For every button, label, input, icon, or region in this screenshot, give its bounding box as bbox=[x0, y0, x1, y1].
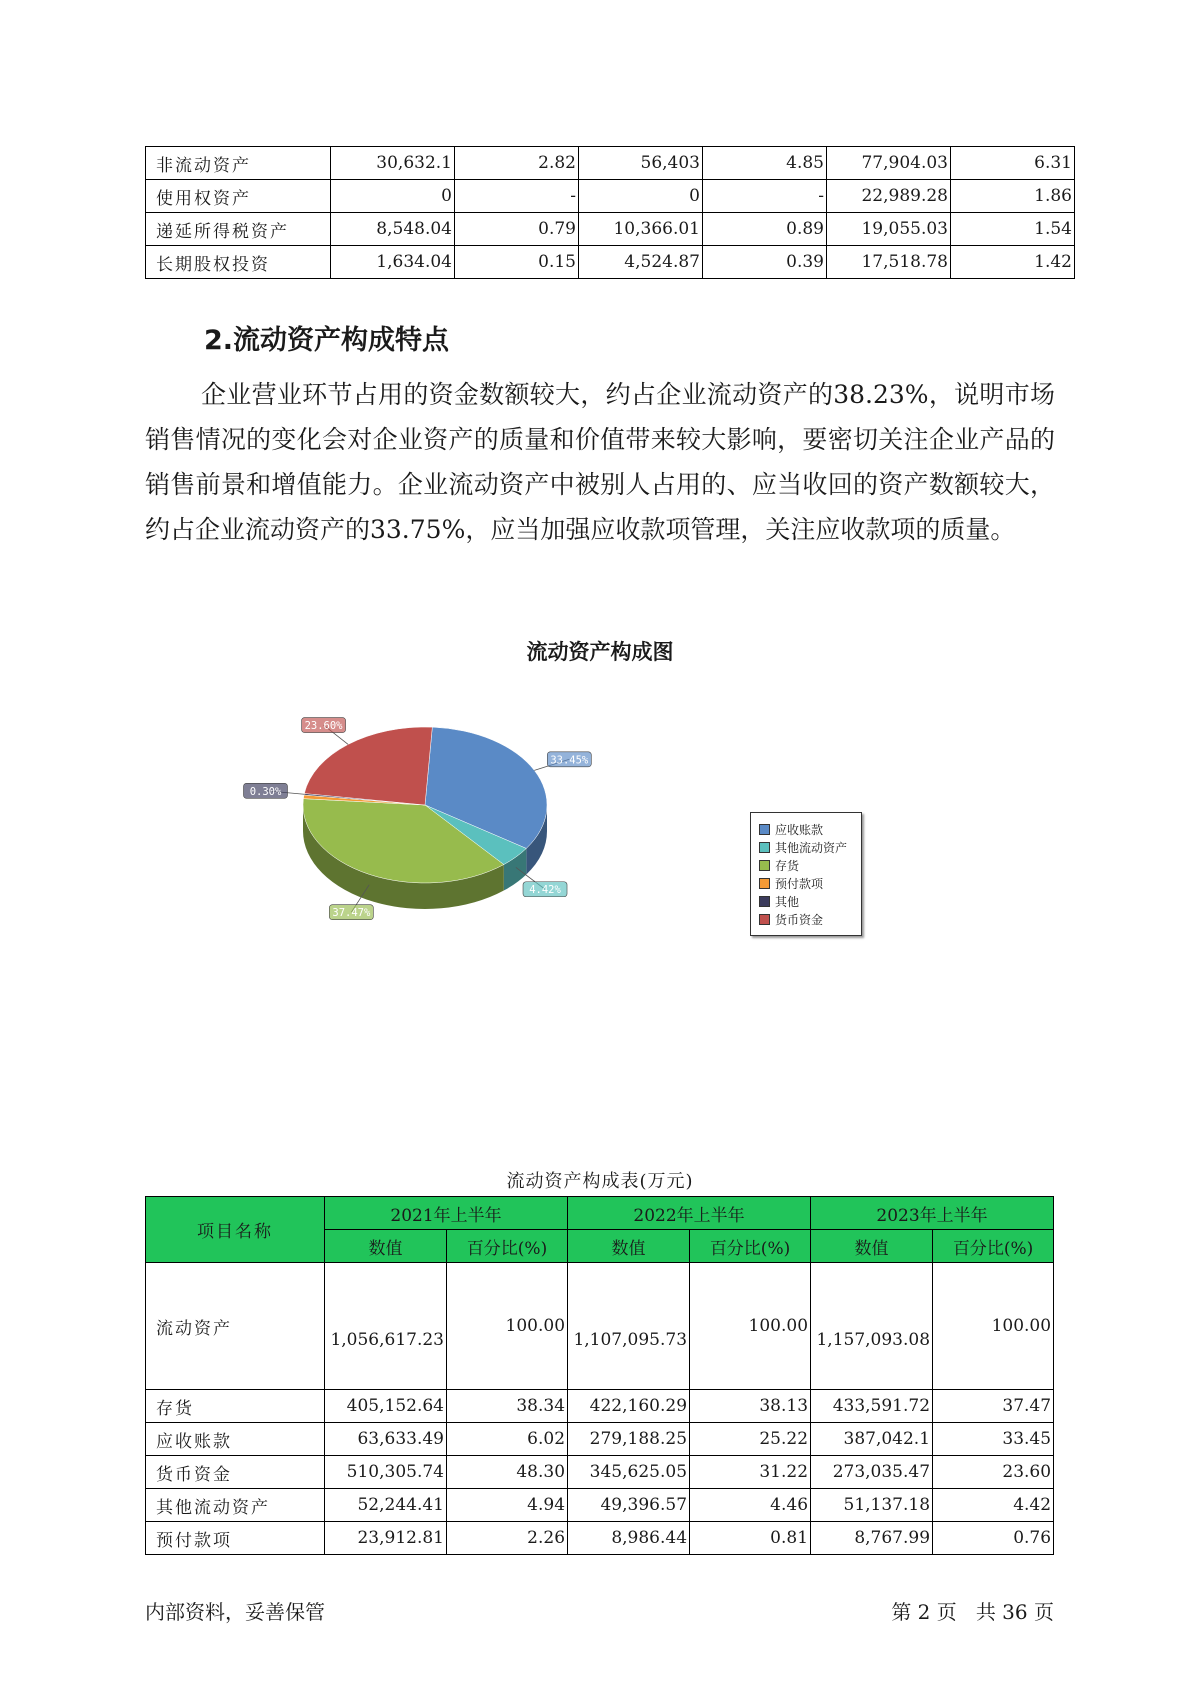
table-row bbox=[146, 147, 1075, 180]
legend-label: 存货 bbox=[775, 858, 800, 873]
row-name: 长期股权投资 bbox=[146, 246, 331, 279]
cell-value: 23,912.81 bbox=[325, 1522, 447, 1555]
cell-value: 30,632.1 bbox=[331, 147, 455, 180]
table-row bbox=[146, 246, 1075, 279]
cell-value: 1,107,095.73 bbox=[568, 1263, 690, 1390]
row-name: 递延所得税资产 bbox=[146, 213, 331, 246]
legend-label: 其他 bbox=[775, 894, 800, 909]
cell-percent: 23.60 bbox=[933, 1456, 1054, 1489]
cell-value: 52,244.41 bbox=[325, 1489, 447, 1522]
table-row bbox=[146, 1423, 1054, 1456]
cell-percent: 31.22 bbox=[690, 1456, 811, 1489]
header-item-name: 项目名称 bbox=[146, 1197, 325, 1263]
table-row bbox=[146, 1456, 1054, 1489]
data-label bbox=[534, 752, 591, 771]
cell-percent: 0.76 bbox=[933, 1522, 1054, 1555]
cell-percent: 33.45 bbox=[933, 1423, 1054, 1456]
cell-percent: 48.30 bbox=[447, 1456, 568, 1489]
table-row bbox=[146, 180, 1075, 213]
data-label bbox=[302, 718, 349, 745]
table-row bbox=[146, 1522, 1054, 1555]
cell-value: 56,403 bbox=[579, 147, 703, 180]
cell-percent: 0.81 bbox=[690, 1522, 811, 1555]
cell-percent: 1.42 bbox=[951, 246, 1075, 279]
chart-legend bbox=[750, 812, 862, 936]
cell-percent: - bbox=[455, 180, 579, 213]
cell-value: 1,056,617.23 bbox=[325, 1263, 447, 1390]
legend-item bbox=[759, 820, 861, 838]
cell-percent: 6.02 bbox=[447, 1423, 568, 1456]
legend-swatch bbox=[759, 842, 770, 853]
cell-percent: 2.82 bbox=[455, 147, 579, 180]
cell-percent: 2.26 bbox=[447, 1522, 568, 1555]
header-percent: 百分比(%) bbox=[933, 1230, 1054, 1263]
header-year: 2021年上半年 bbox=[325, 1197, 568, 1230]
cell-value: 1,634.04 bbox=[331, 246, 455, 279]
table-header-row bbox=[146, 1197, 1054, 1230]
cell-percent: 0.89 bbox=[703, 213, 827, 246]
legend-item bbox=[759, 856, 861, 874]
body-paragraph: 企业营业环节占用的资金数额较大，约占企业流动资产的38.23%，说明市场销售情况的变化会对企业资产的质量和价值带来较大影响，要密切关注企业产品的销售前景和增值能力。企业流动资产中被别人占用的、应当收回的资产数额较大，约占企业流动资产的33.75%，应当加强应收款项管理，关注应收款项的质量。 bbox=[145, 380, 1055, 544]
cell-percent: 4.42 bbox=[933, 1489, 1054, 1522]
legend-item bbox=[759, 838, 861, 856]
footer-confidential-note: 内部资料，妥善保管 bbox=[145, 1600, 325, 1624]
cell-percent: 25.22 bbox=[690, 1423, 811, 1456]
cell-percent: 0.79 bbox=[455, 213, 579, 246]
row-name: 存货 bbox=[146, 1390, 325, 1423]
cell-percent: 100.00 bbox=[933, 1263, 1054, 1390]
cell-value: 422,160.29 bbox=[568, 1390, 690, 1423]
cell-value: 8,767.99 bbox=[811, 1522, 933, 1555]
cell-value: 10,366.01 bbox=[579, 213, 703, 246]
cell-percent: 0.39 bbox=[703, 246, 827, 279]
cell-percent: 0.15 bbox=[455, 246, 579, 279]
table-row bbox=[146, 1390, 1054, 1423]
legend-item bbox=[759, 892, 861, 910]
row-name: 非流动资产 bbox=[146, 147, 331, 180]
header-year: 2022年上半年 bbox=[568, 1197, 811, 1230]
cell-percent: 1.54 bbox=[951, 213, 1075, 246]
cell-value: 77,904.03 bbox=[827, 147, 951, 180]
cell-value: 63,633.49 bbox=[325, 1423, 447, 1456]
row-name: 使用权资产 bbox=[146, 180, 331, 213]
current-assets-table bbox=[145, 1196, 1054, 1555]
cell-value: 345,625.05 bbox=[568, 1456, 690, 1489]
data-label bbox=[244, 783, 305, 798]
cell-value: 4,524.87 bbox=[579, 246, 703, 279]
header-percent: 百分比(%) bbox=[690, 1230, 811, 1263]
row-name: 流动资产 bbox=[146, 1263, 325, 1390]
non-current-assets-table bbox=[145, 146, 1075, 279]
table-row bbox=[146, 1489, 1054, 1522]
chart-title: 流动资产构成图 bbox=[526, 640, 674, 664]
legend-label: 预付款项 bbox=[775, 876, 824, 891]
data-label-text: 0.30% bbox=[249, 785, 282, 798]
row-name: 应收账款 bbox=[146, 1423, 325, 1456]
data-label-text: 33.45% bbox=[550, 754, 589, 767]
legend-item bbox=[759, 874, 861, 892]
legend-label: 其他流动资产 bbox=[775, 840, 848, 855]
cell-value: 387,042.1 bbox=[811, 1423, 933, 1456]
header-percent: 百分比(%) bbox=[447, 1230, 568, 1263]
legend-swatch bbox=[759, 878, 770, 889]
header-value: 数值 bbox=[325, 1230, 447, 1263]
table-caption: 流动资产构成表(万元) bbox=[506, 1171, 694, 1192]
cell-percent: 1.86 bbox=[951, 180, 1075, 213]
header-value: 数值 bbox=[568, 1230, 690, 1263]
cell-percent: 100.00 bbox=[447, 1263, 568, 1390]
data-label-text: 37.47% bbox=[332, 907, 371, 920]
cell-value: 51,137.18 bbox=[811, 1489, 933, 1522]
cell-value: 22,989.28 bbox=[827, 180, 951, 213]
cell-percent: 38.13 bbox=[690, 1390, 811, 1423]
cell-value: 19,055.03 bbox=[827, 213, 951, 246]
cell-value: 17,518.78 bbox=[827, 246, 951, 279]
cell-value: 279,188.25 bbox=[568, 1423, 690, 1456]
cell-percent: 4.46 bbox=[690, 1489, 811, 1522]
cell-value: 433,591.72 bbox=[811, 1390, 933, 1423]
legend-label: 应收账款 bbox=[775, 822, 824, 837]
pie-chart bbox=[230, 700, 630, 940]
data-label-text: 4.42% bbox=[529, 884, 561, 897]
data-label-text: 23.60% bbox=[304, 720, 343, 733]
row-name: 预付款项 bbox=[146, 1522, 325, 1555]
table-row bbox=[146, 1263, 1054, 1390]
cell-value: 510,305.74 bbox=[325, 1456, 447, 1489]
legend-swatch bbox=[759, 860, 770, 871]
legend-swatch bbox=[759, 896, 770, 907]
footer-page-number: 第 2 页 共 36 页 bbox=[891, 1600, 1054, 1624]
legend-swatch bbox=[759, 824, 770, 835]
cell-percent: 37.47 bbox=[933, 1390, 1054, 1423]
row-name: 其他流动资产 bbox=[146, 1489, 325, 1522]
cell-value: 1,157,093.08 bbox=[811, 1263, 933, 1390]
row-name: 货币资金 bbox=[146, 1456, 325, 1489]
cell-value: 0 bbox=[331, 180, 455, 213]
cell-percent: 4.94 bbox=[447, 1489, 568, 1522]
cell-percent: 4.85 bbox=[703, 147, 827, 180]
cell-value: 8,548.04 bbox=[331, 213, 455, 246]
cell-value: 405,152.64 bbox=[325, 1390, 447, 1423]
cell-percent: 100.00 bbox=[690, 1263, 811, 1390]
cell-percent: - bbox=[703, 180, 827, 213]
legend-swatch bbox=[759, 914, 770, 925]
cell-value: 0 bbox=[579, 180, 703, 213]
table-row bbox=[146, 213, 1075, 246]
header-year: 2023年上半年 bbox=[811, 1197, 1054, 1230]
cell-value: 49,396.57 bbox=[568, 1489, 690, 1522]
legend-item bbox=[759, 910, 861, 928]
cell-percent: 38.34 bbox=[447, 1390, 568, 1423]
cell-value: 8,986.44 bbox=[568, 1522, 690, 1555]
cell-percent: 6.31 bbox=[951, 147, 1075, 180]
pie-slice bbox=[304, 727, 432, 805]
legend-label: 货币资金 bbox=[775, 912, 824, 927]
section-heading: 2.流动资产构成特点 bbox=[204, 325, 450, 356]
header-value: 数值 bbox=[811, 1230, 933, 1263]
cell-value: 273,035.47 bbox=[811, 1456, 933, 1489]
